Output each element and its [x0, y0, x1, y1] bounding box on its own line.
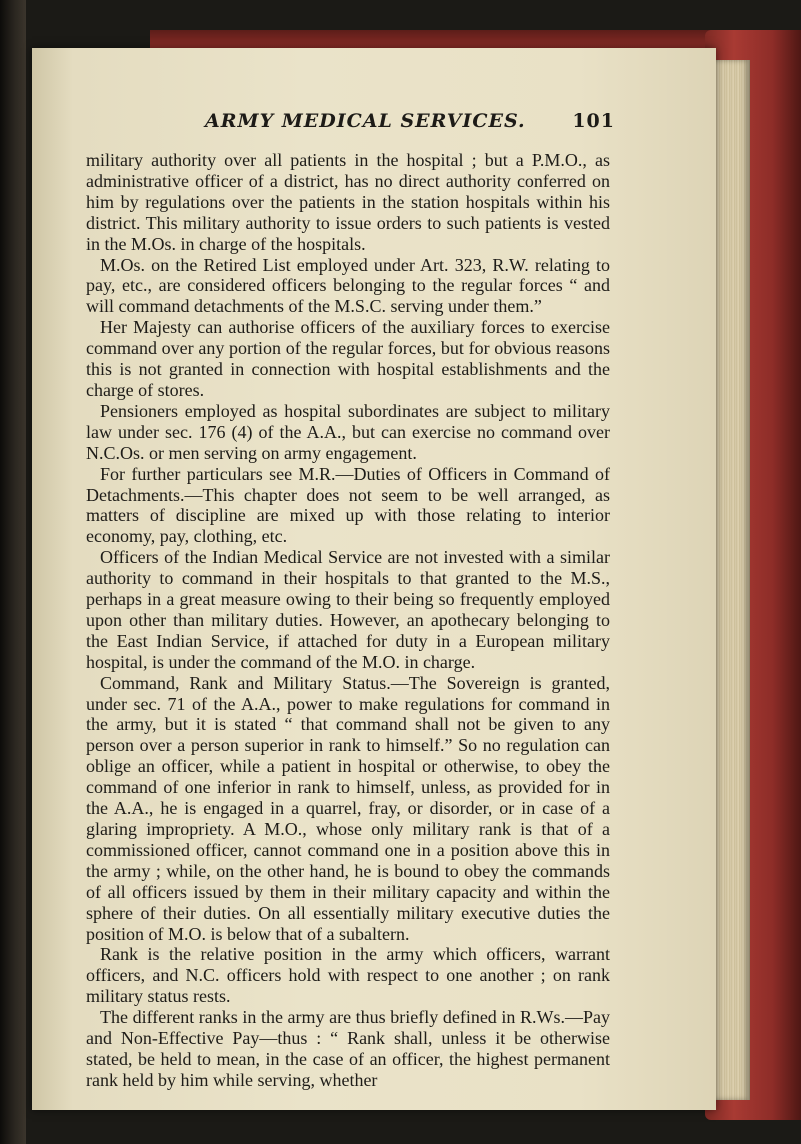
- book-spine-shadow: [0, 0, 26, 1144]
- paragraph: M.Os. on the Retired List employed under Art. 323, R.W. relating to pay, etc., are considered officers belonging to the regular forces “ and will command detachments of the M.S.C. serving under them.”: [86, 254, 610, 317]
- paragraph: Command, Rank and Military Status.—The Sovereign is granted, under sec. 71 of the A.A., power to make regulations for command in the army, but it is stated “ that command shall not be given to any person over a person superior in rank to himself.” So no regulation can oblige an officer, while a patient in hospital or otherwise, to obey the command of one inferior in rank to himself, unless, as provided for in the A.A., he is engaged in a quarrel, fray, or disorder, or in case of a glaring impropriety. A M.O., whose only military rank is that of a commissioned officer, cannot command one in a position above this in the army ; while, on the other hand, he is bound to obey the commands of all officers issued by them in their military capacity and within the sphere of their duties. On all essentially military executive duties the position of M.O. is below that of a subaltern.: [86, 672, 610, 944]
- running-title: ARMY MEDICAL SERVICES.: [205, 110, 526, 132]
- paragraph: The different ranks in the army are thus briefly defined in R.Ws.—Pay and Non-Effective Pay—thus : “ Rank shall, unless it be otherwise stated, be held to mean, in the case of an officer, the highest permanent rank held by him while serving, whether: [86, 1007, 610, 1090]
- body-text: [86, 150, 610, 1091]
- paragraph: Her Majesty can authorise officers of the auxiliary forces to exercise command over any portion of the regular forces, but for obvious reasons this is not granted in connection with hospital establishments and the charge of stores.: [86, 317, 610, 400]
- page-number: 101: [572, 110, 615, 132]
- paragraph: Officers of the Indian Medical Service are not invested with a similar authority to command in their hospitals to that granted to the M.S., perhaps in a great measure owing to their being so frequently employed upon other than military duties. However, an apothecary belonging to the East Indian Service, if attached for duty in a European military hospital, is under the command of the M.O. in charge.: [86, 547, 610, 672]
- running-header: [205, 106, 615, 136]
- paragraph: For further particulars see M.R.—Duties of Officers in Command of Detachments.—This chapter does not seem to be well arranged, as matters of discipline are mixed up with those relating to interior economy, pay, clothing, etc.: [86, 463, 610, 547]
- paragraph: Pensioners employed as hospital subordinates are subject to military law under sec. 176 (4) of the A.A., but can exercise no command over N.C.Os. or men serving on army engagement.: [86, 400, 610, 463]
- paragraph: military authority over all patients in the hospital ; but a P.M.O., as administrative officer of a district, has no direct authority conferred on him by regulations over the patients in the station hospitals within his district. This military authority to issue orders to such patients is vested in the M.Os. in charge of the hospitals.: [86, 150, 610, 254]
- paragraph: Rank is the relative position in the army which officers, warrant officers, and N.C. officers hold with respect to one another ; on rank military status rests.: [86, 944, 610, 1007]
